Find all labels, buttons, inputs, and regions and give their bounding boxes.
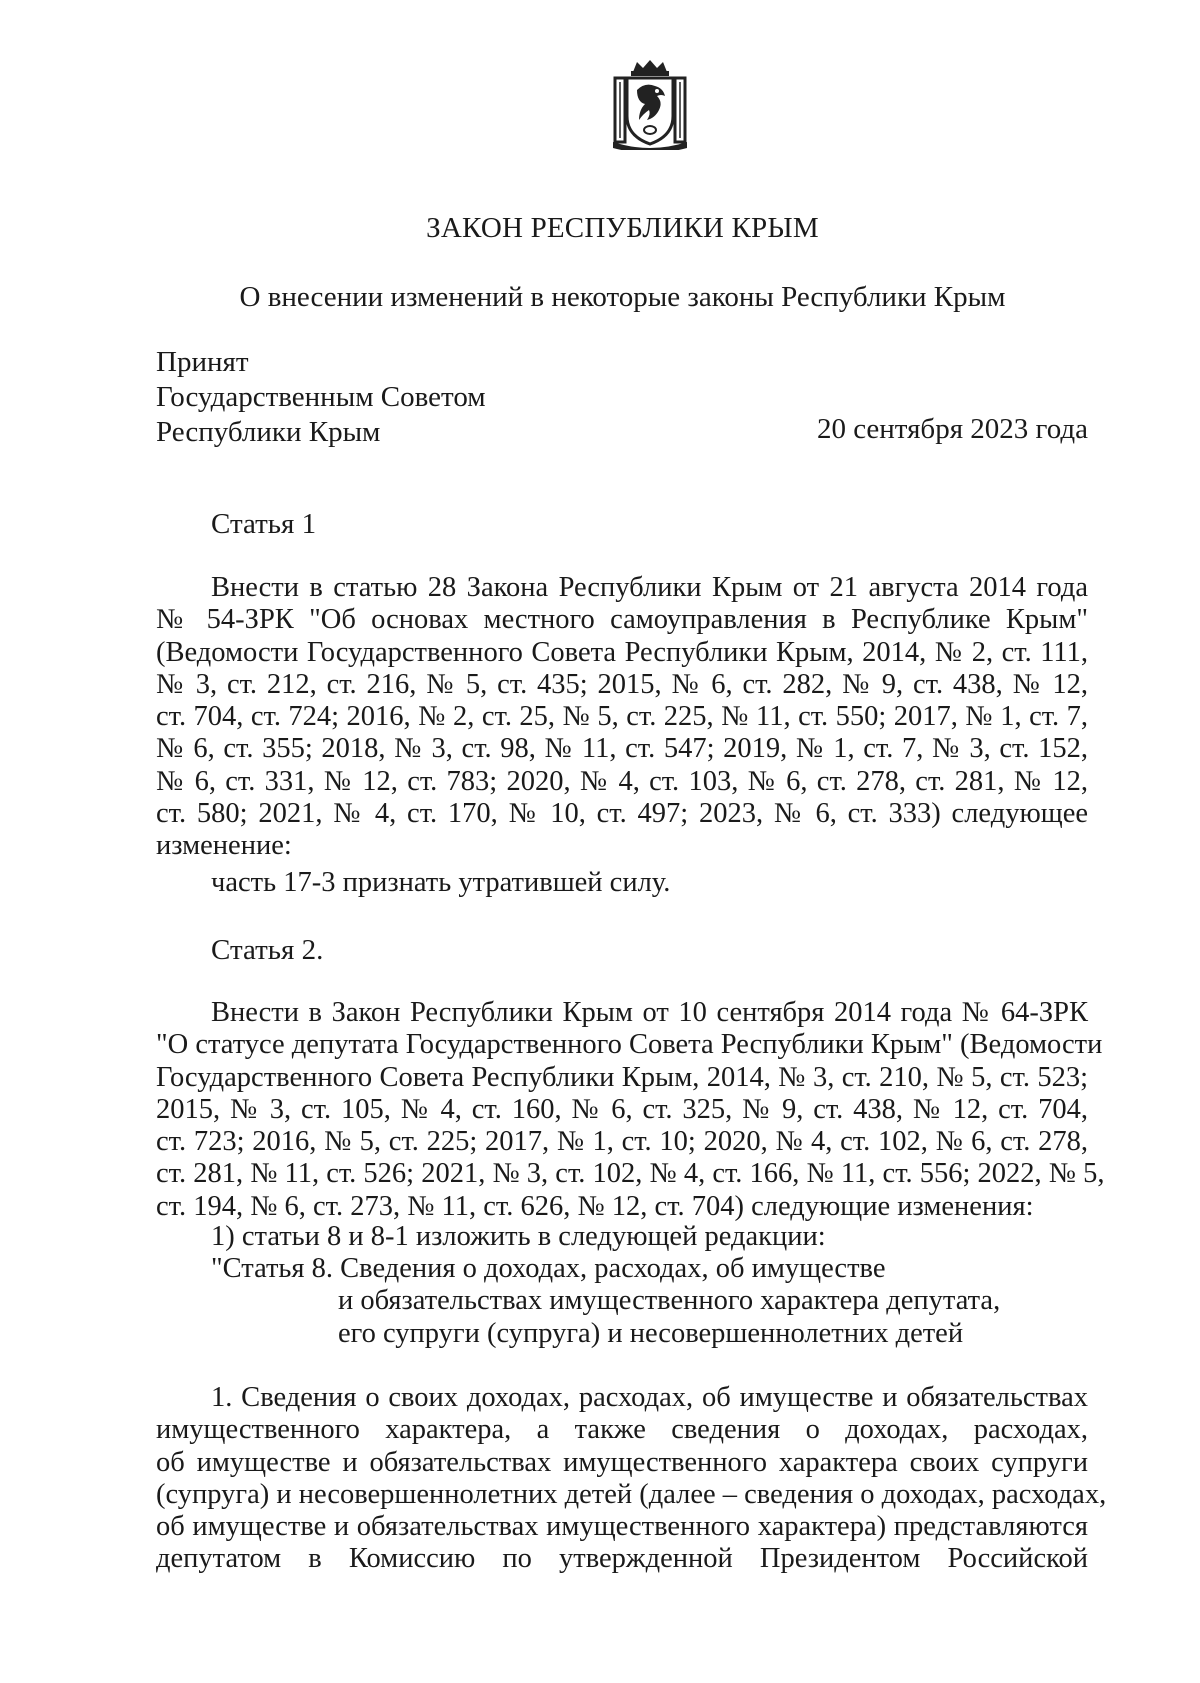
text-line: изменение:: [156, 830, 292, 862]
text-line: ст. 723; 2016, № 5, ст. 225; 2017, № 1, ст. 10; 2020, № 4, ст. 102, № 6, ст. 278,: [156, 1126, 1088, 1158]
article-8-title-line: его супруги (супруга) и несовершеннолетних детей: [338, 1317, 964, 1349]
article-8-title-line: и обязательствах имущественного характера депутата,: [338, 1285, 1001, 1317]
text-line: № 6, ст. 331, № 12, ст. 783; 2020, № 4, ст. 103, № 6, ст. 278, ст. 281, № 12,: [156, 765, 1088, 797]
text-line: ст. 704, ст. 724; 2016, № 2, ст. 25, № 5, ст. 225, № 11, ст. 550; 2017, № 1, ст. 7,: [156, 701, 1088, 733]
article-2-heading: Статья 2.: [211, 934, 324, 966]
text-line: 1. Сведения о своих доходах, расходах, об имуществе и обязательствах: [211, 1382, 1088, 1413]
article-2-paragraph: [156, 997, 1105, 1223]
text-line: ст. 281, № 11, ст. 526; 2021, № 3, ст. 102, № 4, ст. 166, № 11, ст. 556; 2022, № 5,: [156, 1158, 1105, 1190]
article-1-change: часть 17-3 признать утратившей силу.: [211, 867, 671, 898]
text-line: Внести в статью 28 Закона Республики Крым от 21 августа 2014 года: [211, 572, 1088, 603]
adoption-date: 20 сентября 2023 года: [816, 413, 1088, 445]
text-line: № 3, ст. 212, ст. 216, № 5, ст. 435; 2015, № 6, ст. 282, № 9, ст. 438, № 12,: [156, 668, 1088, 700]
text-line: ст. 194, № 6, ст. 273, № 11, ст. 626, № 12, ст. 704) следующие изменения:: [156, 1190, 1034, 1222]
text-line: об имуществе и обязательствах имущественного характера) представляются: [156, 1511, 1088, 1543]
article-1-paragraph: [156, 572, 1088, 863]
text-line: (Ведомости Государственного Совета Республики Крым, 2014, № 2, ст. 111,: [156, 636, 1088, 668]
text-line: № 54-ЗРК "Об основах местного самоуправления в Республике Крым": [156, 604, 1088, 636]
law-subtitle: О внесении изменений в некоторые законы Республики Крым: [239, 281, 1006, 313]
text-line: № 6, ст. 355; 2018, № 3, ст. 98, № 11, ст. 547; 2019, № 1, ст. 7, № 3, ст. 152,: [156, 733, 1088, 765]
text-line: 2015, № 3, ст. 105, № 4, ст. 160, № 6, ст. 325, № 9, ст. 438, № 12, ст. 704,: [156, 1093, 1088, 1125]
law-title: ЗАКОН РЕСПУБЛИКИ КРЫМ: [426, 212, 819, 244]
text-line: депутатом в Комиссию по утвержденной Президентом Российской: [156, 1543, 1088, 1575]
article-8-title: [211, 1253, 1000, 1350]
adoption-line: Государственным Советом: [156, 381, 486, 413]
text-line: "О статусе депутата Государственного Совета Республики Крым" (Ведомости: [156, 1029, 1103, 1061]
text-line: Внести в Закон Республики Крым от 10 сентября 2014 года № 64-ЗРК: [211, 997, 1088, 1028]
adoption-line: Принят: [156, 346, 249, 378]
text-line: ст. 580; 2021, № 4, ст. 170, № 10, ст. 497; 2023, № 6, ст. 333) следующее: [156, 798, 1088, 830]
text-line: Государственного Совета Республики Крым, 2014, № 3, ст. 210, № 5, ст. 523;: [156, 1061, 1088, 1093]
article-8-point-1: [156, 1382, 1107, 1576]
coat-of-arms-icon: [611, 58, 689, 150]
text-line: об имуществе и обязательствах имущественного характера своих супруги: [156, 1446, 1088, 1478]
text-line: имущественного характера, а также сведения о доходах, расходах,: [156, 1414, 1088, 1446]
article-2-item-1: 1) статьи 8 и 8-1 изложить в следующей редакции:: [211, 1221, 826, 1252]
article-1-heading: Статья 1: [211, 508, 317, 540]
article-8-title-line: "Статья 8. Сведения о доходах, расходах, об имуществе: [211, 1253, 886, 1284]
text-line: (супруга) и несовершеннолетних детей (далее – сведения о доходах, расходах,: [156, 1478, 1107, 1510]
adoption-line: Республики Крым: [156, 416, 381, 448]
adoption-block: [156, 345, 486, 450]
